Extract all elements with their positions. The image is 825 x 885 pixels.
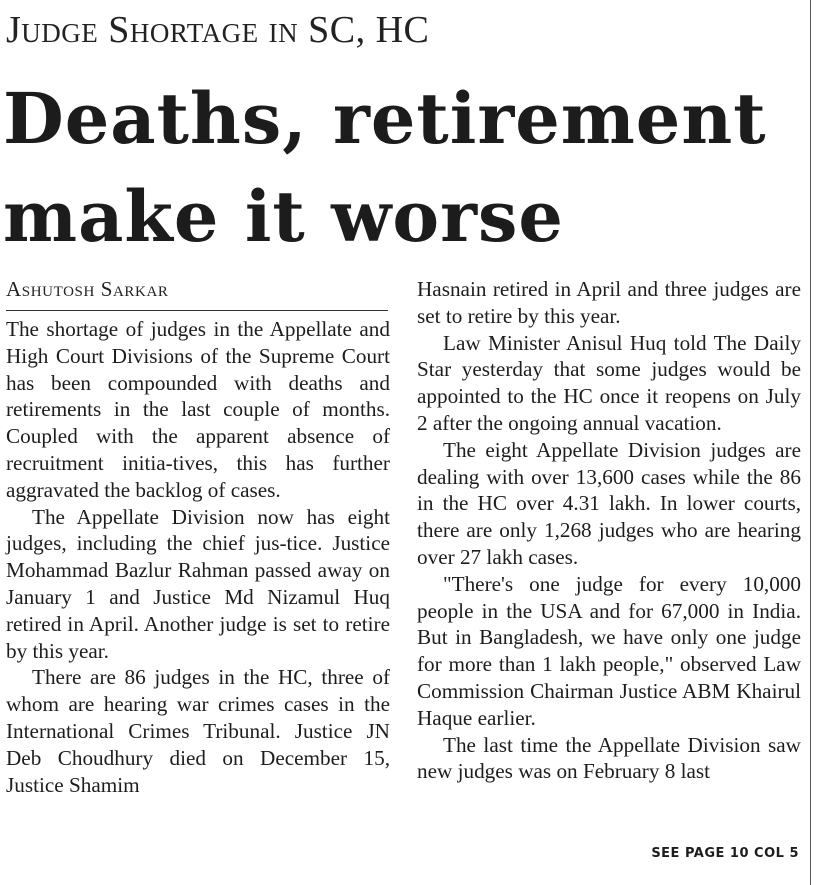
article-column-2 xyxy=(417,276,801,785)
headline: Deaths, retirement make it worse xyxy=(3,77,767,258)
column-divider xyxy=(810,0,811,885)
kicker: Judge Shortage in SC, HC xyxy=(6,9,430,51)
article-column-1 xyxy=(6,316,390,798)
paragraph: The last time the Appellate Division saw new judges was on February 8 last xyxy=(417,732,801,784)
byline-divider xyxy=(6,310,388,311)
paragraph: The Appellate Division now has eight judges, including the chief jus-tice. Justice Mohammad Bazlur Rahman passed away on January 1 and Justice Md Nizamul Huq retired in April. Another judge is set to retire by this year. xyxy=(6,504,390,663)
paragraph: The shortage of judges in the Appellate and High Court Divisions of the Supreme Court has been compounded with deaths and retirements in the last couple of months. Coupled with the apparent absence of recruitment initia-tives, this has further aggravated the backlog of cases. xyxy=(6,317,390,502)
paragraph: Hasnain retired in April and three judges are set to retire by this year. xyxy=(417,277,801,328)
paragraph: "There's one judge for every 10,000 people in the USA and for 67,000 in India. But in Bangladesh, we have only one judge for more than 1 lakh people," observed Law Commission Chairman Justice ABM Khairul Haque earlier. xyxy=(417,571,801,730)
continued-jump-line: SEE PAGE 10 COL 5 xyxy=(651,846,799,861)
byline: Ashutosh Sarkar xyxy=(6,277,169,301)
paragraph: The eight Appellate Division judges are dealing with over 13,600 cases while the 86 in the HC over 4.31 lakh. In lower courts, there are only 1,268 judges who are hearing over 27 lakh cases. xyxy=(417,437,801,569)
paragraph: Law Minister Anisul Huq told The Daily Star yesterday that some judges would be appointed to the HC once it reopens on July 2 after the ongoing annual vacation. xyxy=(417,330,801,435)
paragraph: There are 86 judges in the HC, three of whom are hearing war crimes cases in the International Crimes Tribunal. Justice JN Deb Choudhury died on December 15, Justice Shamim xyxy=(6,665,390,797)
